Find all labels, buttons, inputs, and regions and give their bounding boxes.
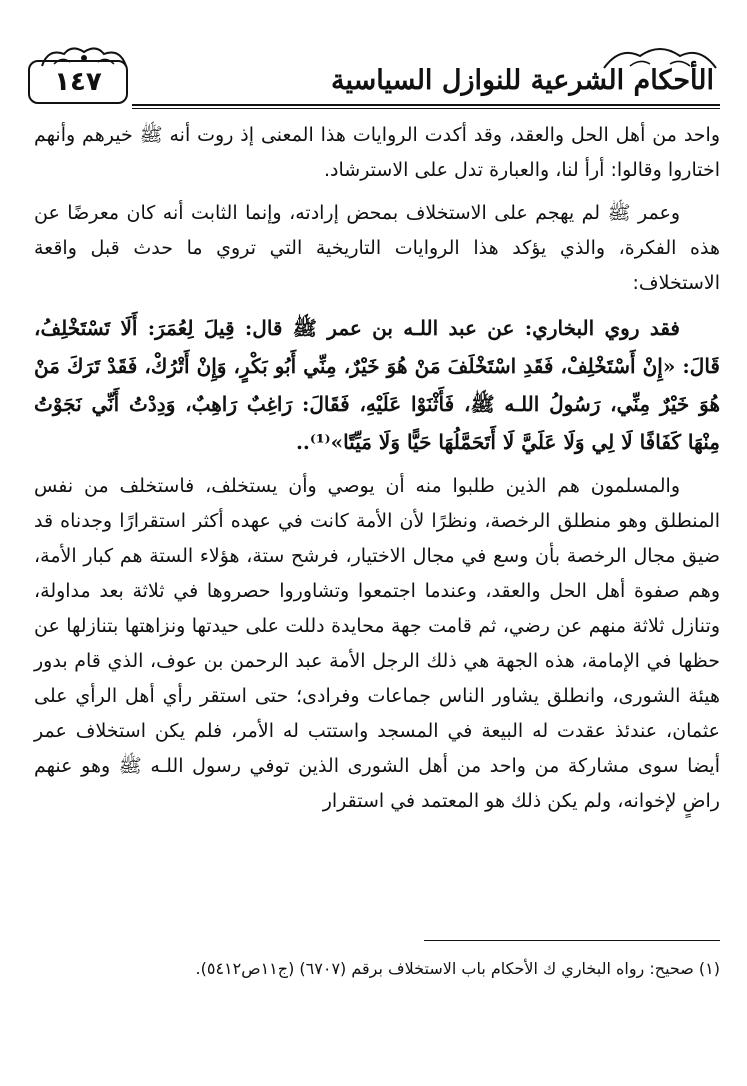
header-rule [132, 104, 720, 106]
footnote-rule [424, 940, 720, 941]
paragraph: والمسلمون هم الذين طلبوا منه أن يوصي وأن يستخلف، فاستخلف من نفس المنطلق وهو منطلق الرخصة، ونظرًا لأن الأمة كانت في عهده أكثر استقرارًا وجدناه قد ضيق مجال الرخصة بأن وسع في مجال الاختيار، فرشح ستة، هؤلاء الستة هم كبار الأمة، وهم صفوة أهل الحل والعقد، وعندما اجتمعوا وتشاوروا حصروها في ثلاثة بعد مداولة، وتنازل ثلاثة منهم عن رضي، ثم قامت جهة محايدة دللت على حيدتها ونزاهتها بتنازلها عن حظها في الإمامة، هذه الجهة هي ذلك الرجل الأمة عبد الرحمن بن عوف، الذي قام بدور هيئة الشورى، وانطلق يشاور الناس جماعات وفرادى؛ حتى استقر رأي أهل الرأي على عثمان، عندئذ عقدت له البيعة في المسجد واستتب له الأمر، فلم يكن استخلاف عمر أيضا سوى مشاركة من واحد من أهل الشورى الذين توفي رسول اللـه ﷺ وهو عنهم راضٍ لإخوانه، ولم يكن ذلك هو المعتمد في استقرار [34, 475, 720, 812]
running-title: الأحكام الشرعية للنوازل السياسية [331, 64, 714, 96]
footnote: (١) صحيح: رواه البخاري ك الأحكام باب الاستخلاف برقم (٦٧٠٧) (ج١١ص٥٤١٢). [195, 959, 720, 978]
body-text [34, 118, 720, 827]
hadith-paragraph: فقد روي البخاري: عن عبد اللـه بن عمر ﷺ قال: قِيلَ لِعُمَرَ: أَلَا تَسْتَخْلِفُ، قَالَ: «إِنْ أَسْتَخْلِفْ، فَقَدِ اسْتَخْلَفَ مَنْ هُوَ خَيْرٌ، مِنِّي أَبُو بَكْرٍ، وَإِنْ أَتْرُكْ، فَقَدْ تَرَكَ مَنْ هُوَ خَيْرٌ مِنِّي، رَسُولُ اللـه ﷺ، فَأَثْنَوْا عَلَيْهِ، فَقَالَ: رَاغِبٌ رَاهِبٌ، وَدِدْتُ أَنِّي نَجَوْتُ مِنْهَا كَفَافًا لَا لِي وَلَا عَلَيَّ لَا أَتَحَمَّلُهَا حَيًّا وَلَا مَيِّتًا»⁽¹⁾.. [34, 316, 720, 454]
header-rule-thin [132, 108, 720, 109]
page-number: ١٤٧ [28, 60, 128, 104]
page-header [28, 40, 720, 108]
paragraph: واحد من أهل الحل والعقد، وقد أكدت الروايات هذا المعنى إذ روت أنه ﷺ خيرهم وأنهم اختاروا وقالوا: أرأ لنا، والعبارة تدل على الاسترشاد. [34, 124, 720, 181]
paragraph: وعمر ﷺ لم يهجم على الاستخلاف بمحض إرادته، وإنما الثابت أنه كان معرضًا عن هذه الفكرة، والذي يؤكد هذا الروايات التاريخية التي تروي ما حدث قبل واقعة الاستخلاف: [34, 202, 720, 294]
